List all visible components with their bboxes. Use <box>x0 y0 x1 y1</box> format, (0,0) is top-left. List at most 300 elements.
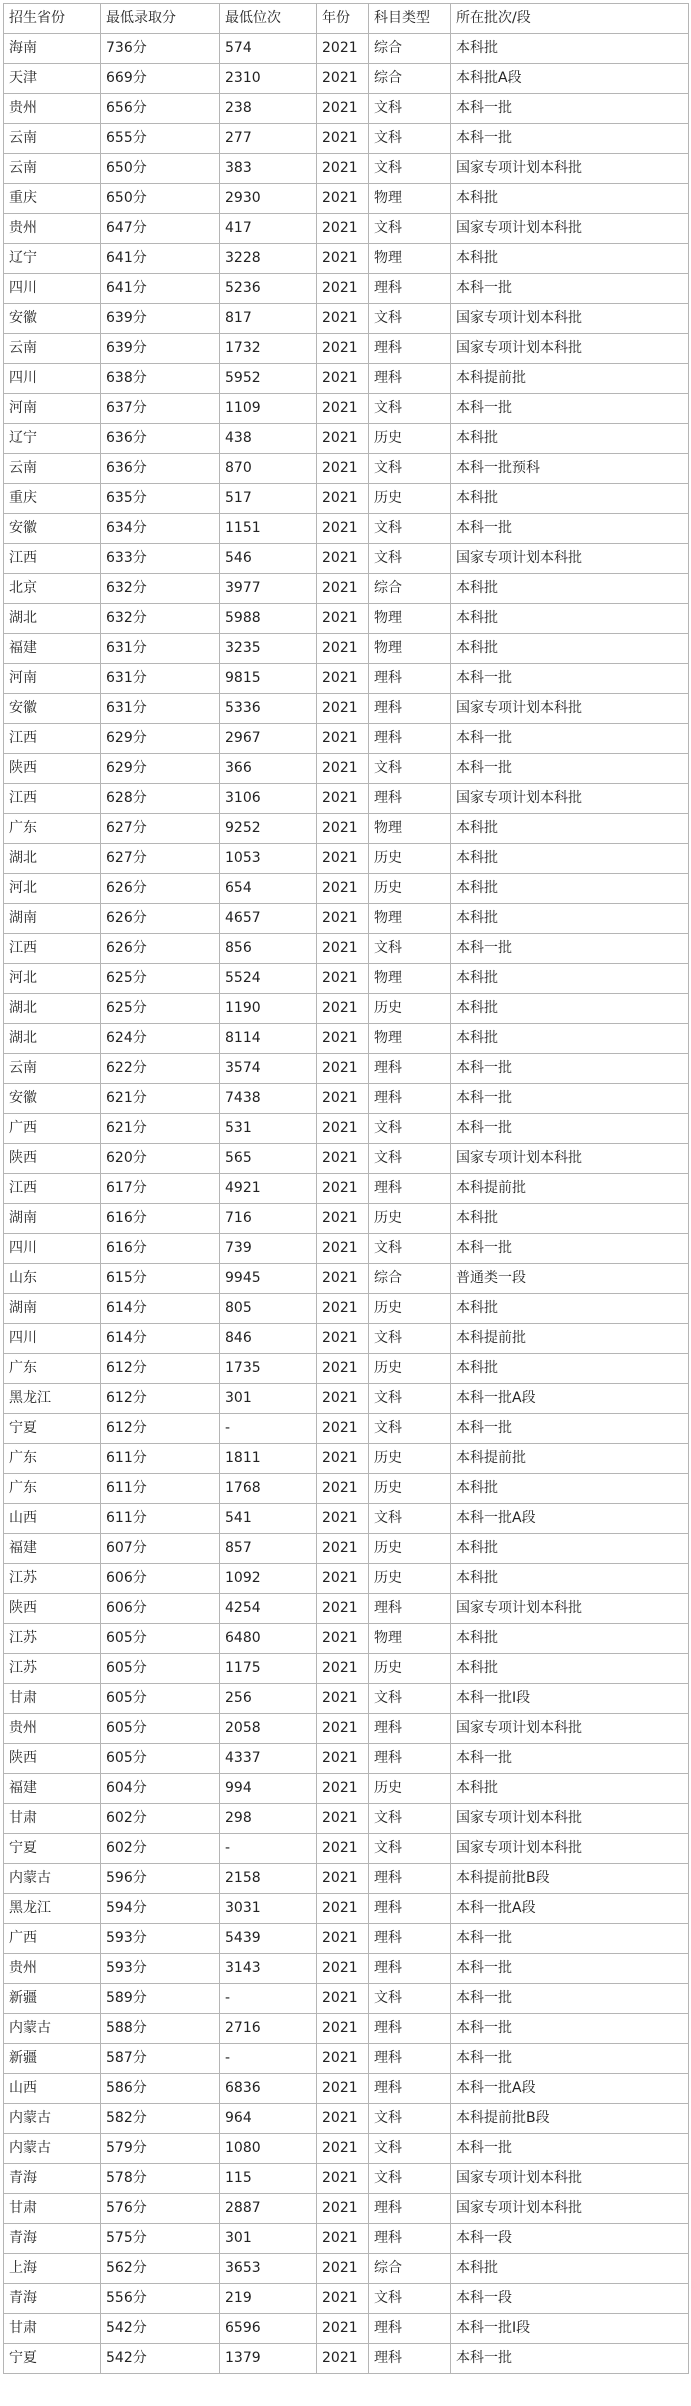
cell-province: 四川 <box>4 1324 101 1354</box>
cell-subject-type: 文科 <box>369 1324 451 1354</box>
cell-min-score: 593分 <box>101 1924 220 1954</box>
cell-province: 云南 <box>4 124 101 154</box>
table-row <box>4 2254 689 2284</box>
cell-subject-type: 历史 <box>369 1354 451 1384</box>
cell-min-score: 669分 <box>101 64 220 94</box>
table-row <box>4 1624 689 1654</box>
cell-subject-type: 理科 <box>369 2074 451 2104</box>
cell-batch: 国家专项计划本科批 <box>451 1594 689 1624</box>
cell-year: 2021 <box>317 304 369 334</box>
cell-year: 2021 <box>317 2224 369 2254</box>
cell-subject-type: 物理 <box>369 1024 451 1054</box>
cell-min-rank: 256 <box>220 1684 317 1714</box>
cell-min-score: 639分 <box>101 334 220 364</box>
cell-min-rank: 301 <box>220 1384 317 1414</box>
cell-subject-type: 历史 <box>369 1204 451 1234</box>
cell-batch: 本科批 <box>451 634 689 664</box>
cell-year: 2021 <box>317 2314 369 2344</box>
cell-year: 2021 <box>317 994 369 1024</box>
cell-min-score: 575分 <box>101 2224 220 2254</box>
table-row <box>4 2134 689 2164</box>
cell-province: 湖南 <box>4 904 101 934</box>
cell-subject-type: 文科 <box>369 1234 451 1264</box>
cell-province: 海南 <box>4 34 101 64</box>
cell-year: 2021 <box>317 1804 369 1834</box>
cell-year: 2021 <box>317 34 369 64</box>
cell-batch: 本科一段 <box>451 2224 689 2254</box>
cell-min-score: 629分 <box>101 724 220 754</box>
cell-batch: 国家专项计划本科批 <box>451 2164 689 2194</box>
cell-year: 2021 <box>317 1414 369 1444</box>
cell-min-score: 628分 <box>101 784 220 814</box>
cell-province: 河南 <box>4 394 101 424</box>
cell-province: 陕西 <box>4 1144 101 1174</box>
cell-province: 青海 <box>4 2164 101 2194</box>
cell-min-score: 614分 <box>101 1324 220 1354</box>
cell-min-rank: 2967 <box>220 724 317 754</box>
cell-batch: 本科一批 <box>451 1924 689 1954</box>
cell-subject-type: 理科 <box>369 2224 451 2254</box>
cell-subject-type: 文科 <box>369 754 451 784</box>
cell-min-rank: 4657 <box>220 904 317 934</box>
cell-min-score: 605分 <box>101 1714 220 1744</box>
cell-min-score: 647分 <box>101 214 220 244</box>
table-row <box>4 2044 689 2074</box>
cell-year: 2021 <box>317 1024 369 1054</box>
table-row <box>4 754 689 784</box>
cell-year: 2021 <box>317 2074 369 2104</box>
cell-year: 2021 <box>317 1654 369 1684</box>
cell-min-score: 586分 <box>101 2074 220 2104</box>
cell-batch: 本科提前批 <box>451 364 689 394</box>
cell-year: 2021 <box>317 2194 369 2224</box>
cell-subject-type: 历史 <box>369 1294 451 1324</box>
cell-min-rank: 546 <box>220 544 317 574</box>
cell-subject-type: 文科 <box>369 394 451 424</box>
cell-subject-type: 理科 <box>369 2194 451 2224</box>
cell-batch: 本科一批A段 <box>451 1384 689 1414</box>
cell-province: 甘肃 <box>4 2194 101 2224</box>
cell-batch: 本科一批 <box>451 514 689 544</box>
cell-year: 2021 <box>317 64 369 94</box>
cell-min-rank: 1811 <box>220 1444 317 1474</box>
table-row <box>4 94 689 124</box>
cell-min-rank: 9945 <box>220 1264 317 1294</box>
cell-min-score: 620分 <box>101 1144 220 1174</box>
cell-province: 安徽 <box>4 304 101 334</box>
table-row <box>4 574 689 604</box>
table-row <box>4 2314 689 2344</box>
cell-year: 2021 <box>317 1444 369 1474</box>
cell-min-rank: 716 <box>220 1204 317 1234</box>
cell-min-score: 635分 <box>101 484 220 514</box>
cell-min-rank: 417 <box>220 214 317 244</box>
cell-min-score: 587分 <box>101 2044 220 2074</box>
cell-min-score: 627分 <box>101 814 220 844</box>
cell-province: 江西 <box>4 544 101 574</box>
cell-province: 福建 <box>4 634 101 664</box>
cell-province: 贵州 <box>4 1954 101 1984</box>
cell-subject-type: 历史 <box>369 1774 451 1804</box>
cell-min-rank: 383 <box>220 154 317 184</box>
header-row <box>4 4 689 34</box>
cell-min-score: 656分 <box>101 94 220 124</box>
cell-batch: 本科批 <box>451 1624 689 1654</box>
cell-year: 2021 <box>317 1894 369 1924</box>
cell-min-rank: 2716 <box>220 2014 317 2044</box>
cell-min-rank: 1175 <box>220 1654 317 1684</box>
cell-province: 陕西 <box>4 1594 101 1624</box>
table-row <box>4 724 689 754</box>
cell-batch: 本科批 <box>451 1204 689 1234</box>
cell-min-rank: 1732 <box>220 334 317 364</box>
cell-subject-type: 理科 <box>369 1174 451 1204</box>
cell-province: 贵州 <box>4 214 101 244</box>
cell-min-score: 612分 <box>101 1354 220 1384</box>
cell-min-score: 624分 <box>101 1024 220 1054</box>
cell-province: 福建 <box>4 1534 101 1564</box>
cell-subject-type: 文科 <box>369 214 451 244</box>
cell-batch: 本科提前批 <box>451 1324 689 1354</box>
table-row <box>4 364 689 394</box>
cell-subject-type: 历史 <box>369 844 451 874</box>
cell-batch: 本科批 <box>451 2254 689 2284</box>
cell-subject-type: 理科 <box>369 1894 451 1924</box>
cell-batch: 本科一批 <box>451 394 689 424</box>
cell-province: 湖北 <box>4 844 101 874</box>
cell-batch: 本科批 <box>451 994 689 1024</box>
header-year: 年份 <box>317 4 369 34</box>
cell-subject-type: 文科 <box>369 1384 451 1414</box>
cell-batch: 本科一批 <box>451 934 689 964</box>
cell-min-rank: 438 <box>220 424 317 454</box>
cell-batch: 本科一批 <box>451 94 689 124</box>
cell-year: 2021 <box>317 1324 369 1354</box>
table-row <box>4 1204 689 1234</box>
cell-subject-type: 文科 <box>369 1834 451 1864</box>
cell-min-score: 650分 <box>101 184 220 214</box>
cell-min-score: 606分 <box>101 1564 220 1594</box>
table-row <box>4 964 689 994</box>
cell-subject-type: 文科 <box>369 2284 451 2314</box>
cell-min-rank: 4921 <box>220 1174 317 1204</box>
cell-year: 2021 <box>317 124 369 154</box>
cell-batch: 国家专项计划本科批 <box>451 1144 689 1174</box>
cell-batch: 国家专项计划本科批 <box>451 334 689 364</box>
cell-year: 2021 <box>317 2344 369 2374</box>
cell-year: 2021 <box>317 1684 369 1714</box>
cell-province: 陕西 <box>4 1744 101 1774</box>
cell-subject-type: 综合 <box>369 574 451 604</box>
table-row <box>4 1864 689 1894</box>
cell-batch: 本科一批 <box>451 1114 689 1144</box>
table-row <box>4 154 689 184</box>
cell-batch: 本科一批 <box>451 2014 689 2044</box>
cell-min-score: 616分 <box>101 1204 220 1234</box>
cell-min-rank: 3106 <box>220 784 317 814</box>
cell-year: 2021 <box>317 1474 369 1504</box>
cell-subject-type: 文科 <box>369 1414 451 1444</box>
cell-year: 2021 <box>317 1264 369 1294</box>
cell-province: 安徽 <box>4 694 101 724</box>
cell-year: 2021 <box>317 2284 369 2314</box>
cell-year: 2021 <box>317 814 369 844</box>
cell-min-rank: 1151 <box>220 514 317 544</box>
cell-min-score: 588分 <box>101 2014 220 2044</box>
cell-subject-type: 物理 <box>369 634 451 664</box>
cell-year: 2021 <box>317 1984 369 2014</box>
cell-province: 江苏 <box>4 1654 101 1684</box>
cell-min-rank: 2310 <box>220 64 317 94</box>
cell-batch: 本科一批 <box>451 2044 689 2074</box>
cell-province: 内蒙古 <box>4 2134 101 2164</box>
cell-min-score: 637分 <box>101 394 220 424</box>
table-row <box>4 274 689 304</box>
cell-year: 2021 <box>317 1054 369 1084</box>
cell-batch: 本科一批 <box>451 1054 689 1084</box>
cell-province: 重庆 <box>4 484 101 514</box>
cell-min-score: 631分 <box>101 694 220 724</box>
cell-subject-type: 物理 <box>369 244 451 274</box>
cell-min-score: 602分 <box>101 1804 220 1834</box>
cell-province: 江西 <box>4 784 101 814</box>
cell-year: 2021 <box>317 574 369 604</box>
cell-min-score: 612分 <box>101 1384 220 1414</box>
cell-province: 云南 <box>4 154 101 184</box>
cell-min-rank: 366 <box>220 754 317 784</box>
cell-batch: 本科批 <box>451 844 689 874</box>
cell-province: 广西 <box>4 1114 101 1144</box>
cell-min-score: 607分 <box>101 1534 220 1564</box>
cell-min-rank: 301 <box>220 2224 317 2254</box>
cell-province: 江西 <box>4 934 101 964</box>
cell-province: 陕西 <box>4 754 101 784</box>
cell-province: 云南 <box>4 454 101 484</box>
cell-min-score: 629分 <box>101 754 220 784</box>
cell-min-score: 625分 <box>101 994 220 1024</box>
cell-province: 安徽 <box>4 514 101 544</box>
cell-year: 2021 <box>317 1354 369 1384</box>
table-row <box>4 1564 689 1594</box>
cell-province: 山西 <box>4 1504 101 1534</box>
cell-batch: 本科批 <box>451 34 689 64</box>
cell-batch: 本科批 <box>451 424 689 454</box>
cell-year: 2021 <box>317 334 369 364</box>
cell-min-score: 626分 <box>101 904 220 934</box>
cell-year: 2021 <box>317 1834 369 1864</box>
table-row <box>4 1144 689 1174</box>
cell-province: 新疆 <box>4 2044 101 2074</box>
table-row <box>4 1984 689 2014</box>
table-row <box>4 1744 689 1774</box>
table-row <box>4 1594 689 1624</box>
cell-subject-type: 文科 <box>369 544 451 574</box>
table-row <box>4 244 689 274</box>
cell-subject-type: 物理 <box>369 1624 451 1654</box>
cell-year: 2021 <box>317 364 369 394</box>
cell-subject-type: 历史 <box>369 874 451 904</box>
cell-subject-type: 文科 <box>369 454 451 484</box>
cell-min-rank: 541 <box>220 1504 317 1534</box>
cell-province: 贵州 <box>4 94 101 124</box>
cell-province: 河北 <box>4 874 101 904</box>
table-row <box>4 994 689 1024</box>
cell-year: 2021 <box>317 2134 369 2164</box>
table-row <box>4 1834 689 1864</box>
cell-subject-type: 文科 <box>369 1804 451 1834</box>
table-row <box>4 1534 689 1564</box>
cell-subject-type: 文科 <box>369 1504 451 1534</box>
cell-province: 广东 <box>4 814 101 844</box>
cell-min-score: 622分 <box>101 1054 220 1084</box>
cell-subject-type: 理科 <box>369 664 451 694</box>
cell-min-rank: - <box>220 1834 317 1864</box>
cell-batch: 本科批 <box>451 1294 689 1324</box>
cell-subject-type: 理科 <box>369 334 451 364</box>
cell-min-rank: 8114 <box>220 1024 317 1054</box>
cell-batch: 本科批 <box>451 1474 689 1504</box>
header-province: 招生省份 <box>4 4 101 34</box>
cell-subject-type: 历史 <box>369 1564 451 1594</box>
cell-min-rank: 2930 <box>220 184 317 214</box>
cell-year: 2021 <box>317 2044 369 2074</box>
cell-batch: 国家专项计划本科批 <box>451 1834 689 1864</box>
table-row <box>4 874 689 904</box>
cell-subject-type: 历史 <box>369 1474 451 1504</box>
cell-min-score: 631分 <box>101 634 220 664</box>
cell-min-score: 621分 <box>101 1084 220 1114</box>
cell-min-score: 627分 <box>101 844 220 874</box>
table-row <box>4 2284 689 2314</box>
cell-min-rank: 817 <box>220 304 317 334</box>
cell-min-score: 655分 <box>101 124 220 154</box>
cell-min-rank: 6836 <box>220 2074 317 2104</box>
cell-year: 2021 <box>317 154 369 184</box>
table-row <box>4 1084 689 1114</box>
cell-subject-type: 文科 <box>369 1984 451 2014</box>
cell-min-score: 604分 <box>101 1774 220 1804</box>
cell-province: 贵州 <box>4 1714 101 1744</box>
cell-min-rank: 846 <box>220 1324 317 1354</box>
table-row <box>4 394 689 424</box>
cell-min-score: 631分 <box>101 664 220 694</box>
table-row <box>4 1234 689 1264</box>
cell-min-rank: 1379 <box>220 2344 317 2374</box>
table-row <box>4 1474 689 1504</box>
table-row <box>4 2164 689 2194</box>
cell-min-rank: - <box>220 2044 317 2074</box>
table-row <box>4 184 689 214</box>
cell-subject-type: 理科 <box>369 364 451 394</box>
cell-min-score: 606分 <box>101 1594 220 1624</box>
cell-subject-type: 文科 <box>369 934 451 964</box>
cell-min-rank: 3653 <box>220 2254 317 2284</box>
cell-subject-type: 理科 <box>369 1924 451 1954</box>
cell-subject-type: 文科 <box>369 94 451 124</box>
cell-min-rank: 3031 <box>220 1894 317 1924</box>
cell-province: 广东 <box>4 1354 101 1384</box>
cell-min-score: 641分 <box>101 274 220 304</box>
cell-min-score: 542分 <box>101 2314 220 2344</box>
cell-subject-type: 文科 <box>369 514 451 544</box>
cell-min-rank: - <box>220 1984 317 2014</box>
table-row <box>4 2074 689 2104</box>
cell-province: 江苏 <box>4 1624 101 1654</box>
cell-year: 2021 <box>317 1954 369 1984</box>
cell-batch: 本科一段 <box>451 2284 689 2314</box>
cell-batch: 国家专项计划本科批 <box>451 304 689 334</box>
cell-batch: 本科一批 <box>451 1234 689 1264</box>
cell-year: 2021 <box>317 1504 369 1534</box>
table-row <box>4 2014 689 2044</box>
table-row <box>4 454 689 484</box>
cell-min-rank: 298 <box>220 1804 317 1834</box>
cell-subject-type: 理科 <box>369 1954 451 1984</box>
cell-subject-type: 理科 <box>369 724 451 754</box>
cell-subject-type: 历史 <box>369 1534 451 1564</box>
cell-province: 云南 <box>4 334 101 364</box>
cell-subject-type: 物理 <box>369 814 451 844</box>
table-row <box>4 1354 689 1384</box>
cell-min-score: 634分 <box>101 514 220 544</box>
cell-batch: 本科批 <box>451 484 689 514</box>
cell-min-score: 612分 <box>101 1414 220 1444</box>
admission-score-table <box>3 3 689 2374</box>
cell-province: 四川 <box>4 364 101 394</box>
cell-year: 2021 <box>317 1744 369 1774</box>
table-row <box>4 1714 689 1744</box>
cell-year: 2021 <box>317 1174 369 1204</box>
cell-batch: 本科一批I段 <box>451 1684 689 1714</box>
cell-min-score: 605分 <box>101 1744 220 1774</box>
cell-min-rank: 7438 <box>220 1084 317 1114</box>
cell-batch: 国家专项计划本科批 <box>451 784 689 814</box>
cell-min-rank: 5524 <box>220 964 317 994</box>
cell-province: 北京 <box>4 574 101 604</box>
cell-min-score: 605分 <box>101 1624 220 1654</box>
cell-province: 内蒙古 <box>4 2104 101 2134</box>
cell-subject-type: 理科 <box>369 1744 451 1774</box>
cell-batch: 本科一批 <box>451 1744 689 1774</box>
header-min-score: 最低录取分 <box>101 4 220 34</box>
table-row <box>4 2224 689 2254</box>
cell-min-rank: 9252 <box>220 814 317 844</box>
cell-batch: 本科批 <box>451 574 689 604</box>
cell-year: 2021 <box>317 2104 369 2134</box>
cell-year: 2021 <box>317 94 369 124</box>
cell-province: 山东 <box>4 1264 101 1294</box>
cell-subject-type: 文科 <box>369 2164 451 2194</box>
cell-subject-type: 理科 <box>369 2014 451 2044</box>
cell-min-rank: - <box>220 1414 317 1444</box>
table-row <box>4 694 689 724</box>
cell-batch: 国家专项计划本科批 <box>451 214 689 244</box>
cell-year: 2021 <box>317 694 369 724</box>
cell-year: 2021 <box>317 1624 369 1654</box>
cell-min-score: 621分 <box>101 1114 220 1144</box>
cell-min-score: 625分 <box>101 964 220 994</box>
cell-subject-type: 文科 <box>369 1114 451 1144</box>
cell-year: 2021 <box>317 454 369 484</box>
cell-min-score: 605分 <box>101 1654 220 1684</box>
table-row <box>4 1894 689 1924</box>
cell-batch: 本科批 <box>451 874 689 904</box>
cell-min-rank: 964 <box>220 2104 317 2134</box>
cell-province: 青海 <box>4 2284 101 2314</box>
table-row <box>4 604 689 634</box>
cell-batch: 本科批 <box>451 1564 689 1594</box>
cell-subject-type: 文科 <box>369 304 451 334</box>
